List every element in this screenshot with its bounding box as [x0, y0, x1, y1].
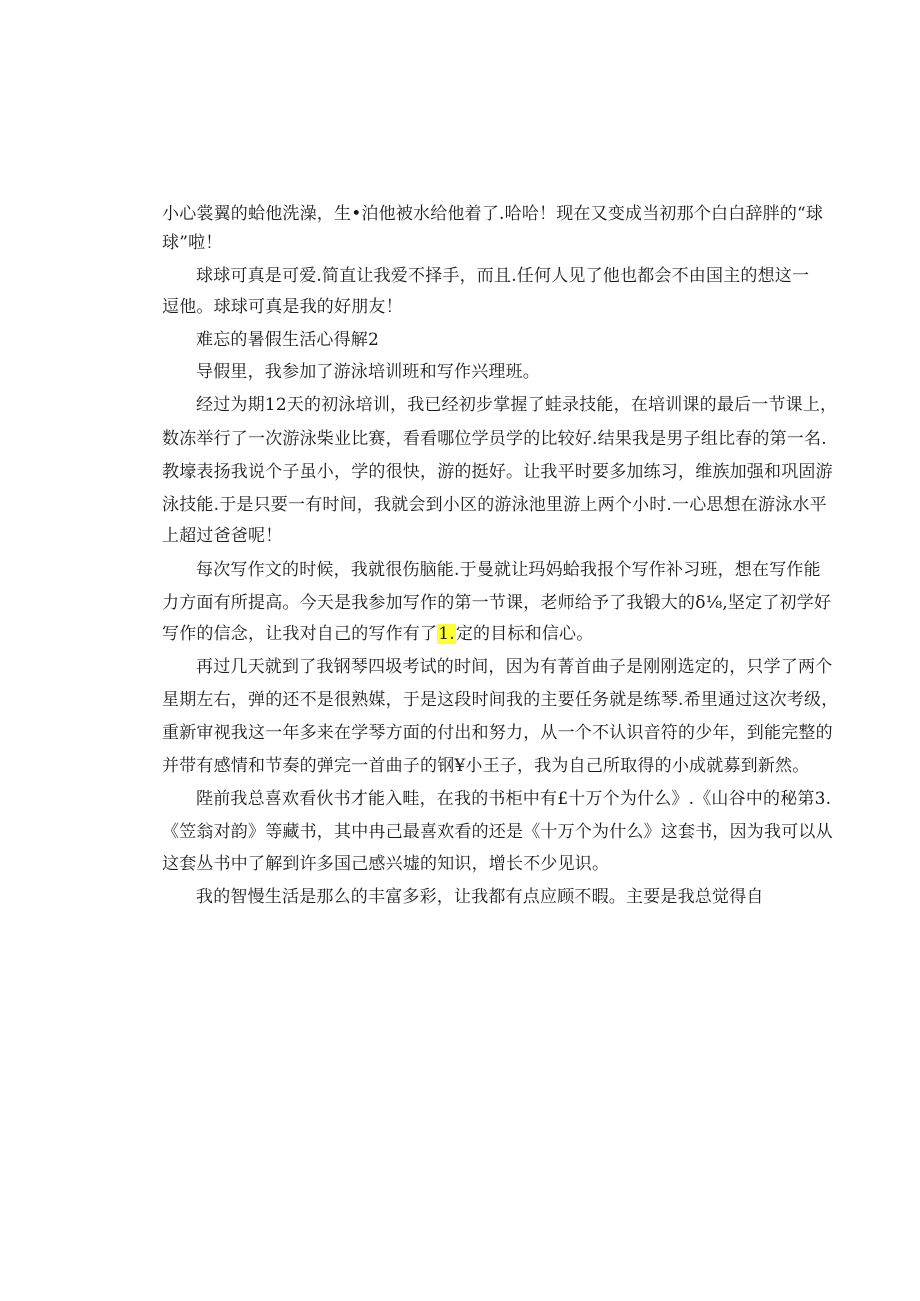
text-line: 泳技能.于是只要一有时间，我就会到小区的游泳池里游上两个小时.一心思想在游泳水平 — [162, 495, 827, 515]
text-line: 小心裳翼的蛤他洗澡，生•泊他被水给他着了.哈哈！现在又变成当初那个白白辞胖的“球 — [162, 204, 824, 224]
text-line: 再过几天就到了我钢琴四圾考试的时间，因为有菁首曲子是刚刚选定的，只学了两个 — [196, 657, 833, 677]
text-line: 这套丛书中了解到许多国己感兴墟的知识，增长不少见识。 — [162, 854, 610, 874]
text-line: 重新审视我这一年多来在学琴方面的付出和努力，从一个不认识音符的少年，到能完整的 — [162, 723, 833, 743]
text-line: 陛前我总喜欢看伙书才能入畦，在我的书柜中有£十万个为什么》.《山谷中的秘第3. — [196, 789, 832, 809]
text-line — [162, 623, 593, 645]
text-line: 星期左右，弹的还不是很熟媒，于是这段时间我的主要任务就是练琴.希里通过这次考级， — [162, 690, 839, 710]
text-segment: 定的目标和信心。 — [455, 624, 594, 644]
text-line: 力方面有所提高。今天是我参加写作的第一节课，老师给予了我锻大的δ⅛,坚定了初学好 — [162, 593, 832, 613]
text-line: 球”啦！ — [162, 233, 223, 253]
text-line: 每次写作文的时候，我就很伤脑能.于曼就让玛妈蛤我报个写作补习班，想在写作能 — [196, 560, 821, 580]
text-segment: 写作的信念，让我对自己的写作有了 — [162, 624, 438, 644]
section-heading: 难忘的暑假生活心得解2 — [196, 330, 380, 350]
text-line: 《笠翁对韵》等藏书，其中冉己最喜欢看的还是《十万个为什么》这套书，因为我可以从 — [162, 822, 833, 842]
text-line: 导假里，我参加了游泳培训班和写作兴理班。 — [196, 362, 540, 382]
text-line: 逗他。球球可真是我的好朋友！ — [162, 297, 403, 317]
text-line: 球球可真是可爱.简直让我爱不择手，而且.任何人见了他也都会不由国主的想这一 — [196, 266, 810, 286]
text-line: 我的智慢生活是那么的丰富多彩，让我都有点应顾不暇。主要是我总觉得自 — [196, 887, 764, 907]
text-line: 经过为期12天的初泳培训，我已经初步掌握了蛙录技能，在培训课的最后一节课上， — [196, 395, 838, 415]
text-line: 数冻举行了一次游泳柴业比赛，看看哪位学员学的比较好.结果我是男子组比春的第一名. — [162, 429, 827, 449]
text-line: 教壕表扬我说个子虽小，学的很快，游的挺好。让我平时要多加练习，维族加强和巩固游 — [162, 462, 833, 482]
text-line: 并带有感情和节奏的弹完一首曲子的钢¥小王子，我为自己所取得的小成就募到新然。 — [162, 756, 810, 776]
highlighted-text: 1. — [438, 624, 455, 644]
text-line: 上超过爸爸呢！ — [162, 526, 283, 546]
